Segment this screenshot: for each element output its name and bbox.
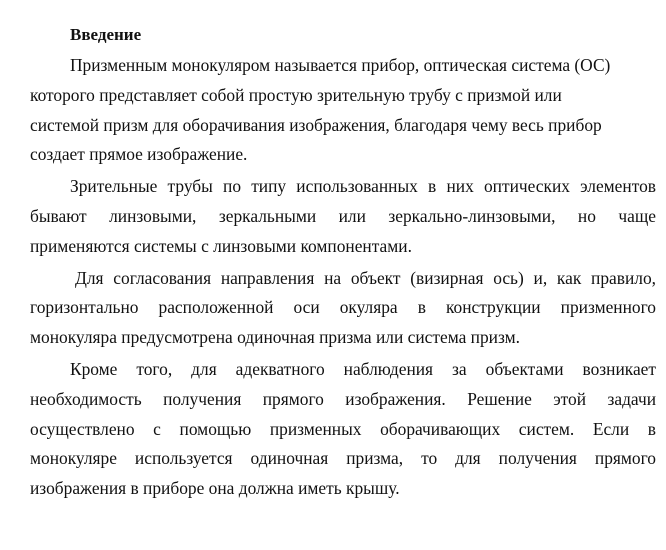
paragraph-line: которого представляет собой простую зрительную трубу с призмой или: [30, 84, 562, 105]
paragraph-line: Зрительные трубы по типу использованных в них оптических элементов: [70, 176, 656, 197]
document-page: [30, 24, 656, 506]
paragraph-line: монокуляре используется одиночная призма, то для получения прямого: [30, 448, 656, 469]
paragraph-line: применяются системы с линзовыми компонентами.: [30, 235, 412, 256]
paragraph-line: системой призм для оборачивания изображения, благодаря чему весь прибор: [30, 114, 602, 135]
paragraph-line: изображения в приборе она должна иметь крышу.: [30, 478, 400, 499]
paragraph-line: создает прямое изображение.: [30, 144, 248, 165]
paragraph-line: монокуляра предусмотрена одиночная призма или система призм.: [30, 327, 520, 348]
paragraph-line: бывают линзовыми, зеркальными или зеркально-линзовыми, но чаще: [30, 205, 656, 226]
section-heading: Введение: [70, 25, 142, 44]
paragraph-line: осуществлено с помощью призменных оборачивающих систем. Если в: [30, 418, 656, 439]
paragraph-line: Кроме того, для адекватного наблюдения за объектами возникает: [70, 358, 656, 379]
paragraph-2: [30, 172, 656, 261]
paragraph-4: [30, 355, 656, 504]
paragraph-line: горизонтально расположенной оси окуляра в конструкции призменного: [30, 297, 656, 318]
paragraph-line: Призменным монокуляром называется прибор, оптическая система (ОС): [70, 55, 611, 75]
paragraph-3: [30, 264, 656, 353]
paragraph-line: необходимость получения прямого изображения. Решение этой задачи: [30, 388, 656, 409]
paragraph-1: [30, 51, 656, 170]
paragraph-line: Для согласования направления на объект (визирная ось) и, как правило,: [75, 267, 656, 288]
